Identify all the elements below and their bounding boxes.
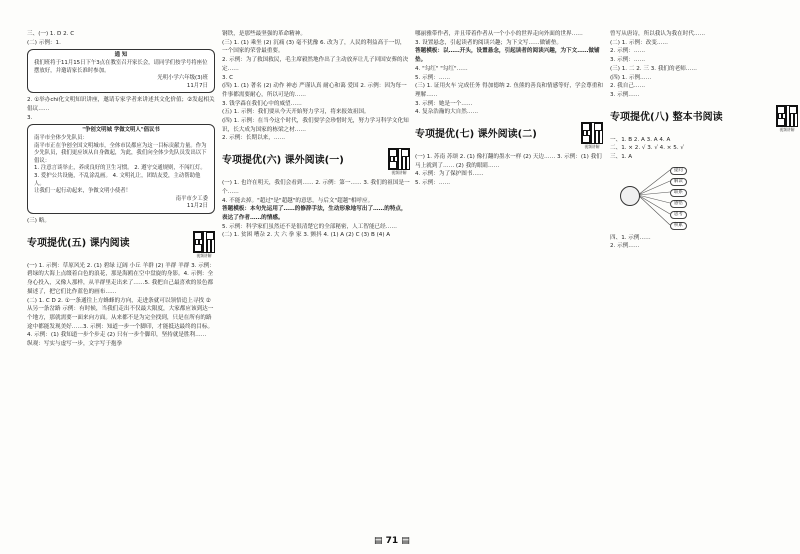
answer-paragraph: 2. 示例：为了救国救民，毛主席毅然地作出了主动放弃让儿子回国安葬的决定…… [222,57,409,72]
answer-line: (二) 示例：1. [27,39,61,46]
qr-icon [193,231,215,253]
proposal-sign: 南平市少工委 [175,195,208,202]
answer-paragraph: 4. 不能去掉。"超过"是"超越"的意思，与后文"超越"相呼应。 [222,197,374,204]
column-2 [222,30,410,540]
answer-paragraph: 哪丽雅带作者，并且带着作者从一个小小的世界走向外面的世界…… [415,31,583,37]
answer-paragraph: (二) 1. C D 2. ①一条通往上方蜂蜂的方向，走进条就可以领悟追上寻找 ②从另一条岔路 示例：有时候，当我们走出不仅最大限度，大家都应该到达一个地方，那就需要一面来向方面。从来都不是为完全找到，只是在所有的路途中都能发现美好……3. 示例：知道一步一个脚印，才能抵达最终的目标。4. 示例：(1) 我知道一步个步走 (2) 只有一步个脚印，坚持就是胜利…… [27,297,214,339]
section-header [27,231,215,258]
qr-caption: 视频讲解 [779,126,795,132]
section-title: 专项提优(七) 课外阅读(二) [415,129,537,141]
answer-paragraph: 5. 示例：科学家们虽然还不是很清楚它的全部秘密，人工智能已经…… [222,223,397,230]
answer-line: 2. ①举办chi化文明知识讲座，邀请专家学者来讲述其文化价值；②发起相关倡议…… [27,97,215,113]
answer-paragraph: 纵观：写实与虚写一步，文字写于抱拳 [27,341,123,348]
proposal-body: 南平市正在争创全国文明城市，全体市民都应为这一目标贡献力量。作为少先队员，我们更应该从自身做起，为此，我们向全体少先队员发出以下倡议： [34,142,207,164]
answer-paragraph: 2. 我自己…… [610,83,646,90]
mind-map-node: 积累 [670,222,687,230]
section-title: 专项提优(五) 课内阅读 [27,237,130,249]
notice-box [27,49,215,93]
mind-map [610,164,798,232]
answer-paragraph: 3. 设置悬念，引起读者的阅读兴趣；为下文写……做铺垫。 [415,39,562,46]
answer-template: 答题模板：本句先运用了……的修辞手法，生动形象地写出了……的特点，表达了作者……的情感。 [222,206,407,221]
section-header [610,105,798,132]
answer-paragraph: 3. 示例…… [610,91,640,98]
answer-paragraph: 3. 示例：…… [610,57,646,64]
answer-paragraph: 钢铁，是那些最坚强的革命精神。 [222,31,306,37]
proposal-end: 让我们一起行动起来，争做文明小使者！ [34,188,132,195]
answer-paragraph: 3. 钱学森在我们心中的威望…… [222,100,302,107]
qr-icon [776,105,798,127]
proposal-items: 1. 注意言谈举止，养成良好的卫生习惯。 2. 遵守交通规则，不闯红灯。 3. 爱护公共设施，不乱涂乱画。 4. 文明礼让，团结友爱，主动帮助他人。 [34,165,206,187]
notice-body: 我们班将于11月15日下午3点在教室召开家长会，请同学们按学号将座位摆放好，并邀请家长准时参加。 [34,60,208,74]
page-number-value: 71 [385,536,399,546]
answer-paragraph: 3. 示例：她是一个…… [415,100,473,107]
mind-map-center-icon [620,186,640,206]
answer-line: 三、(一) 1. D 2. C [27,31,75,37]
answer-line: (三) 略。 [27,218,50,225]
mind-map-node: 感悟 [670,200,687,208]
mind-map-node: 思考 [670,211,687,219]
proposal-greeting: 南平市全体少先队员： [34,135,88,142]
answer-paragraph: (一) 1. 苏南 苏颂 2. (1) 像打翻的墨水一样 (2) 天边…… 3. 示例：(1) 我们马上就到了…… (2) 我的眼睛…… [415,154,602,169]
answer-line: 二、1. × 2. √ 3. √ 4. × 5. √ [610,145,684,152]
qr-icon [388,148,410,170]
answer-paragraph: (二) 1. 示例：改变…… [610,39,669,46]
column-3 [415,30,603,540]
qr-code[interactable] [581,122,603,149]
section-header [222,148,410,175]
qr-caption: 视频讲解 [391,170,407,176]
answer-paragraph: 2. 示例：长期以来，…… [222,135,286,142]
answer-paragraph: 2. 示例…… [610,243,640,250]
qr-caption: 视频讲解 [584,144,600,150]
answer-paragraph: (一) 1. 示例：草原风光 2. (1) 碧绿 辽阔 小丘 羊群 (2) 羊群 羊群 3. 示例：碧绿的大海上点缀着白色的浪花，那是海鸥在空中盘旋的身影。4. 示例：全身心投入，又像人那样，从羊群里走出来了……5. 我把自己最喜欢的景色都描述了，把它们比作蓝色的画布…… [27,262,215,295]
section-title: 专项提优(八) 整本书阅读 [610,111,723,123]
mind-map-node: 联系 [670,189,687,197]
column-4 [610,30,798,540]
qr-code[interactable] [388,148,410,175]
answer-paragraph: (二) 1. 贫困 嘈杂 2. 大 六 拳 家 3. 颤抖 4. (1) A (2) C (3) B (4) A [222,232,391,239]
proposal-title: "争创文明城 学做文明人"倡议书 [82,127,160,134]
answer-paragraph: 3. C [222,74,234,81]
answer-paragraph: 四、1. 示例…… [610,234,651,241]
mind-map-node: 提问 [670,167,687,175]
notice-title: 通 知 [114,52,128,59]
answer-paragraph: 4. "勾红" "勾红"…… [415,65,468,72]
section-title: 专项提优(六) 课外阅读(一) [222,155,344,167]
mind-map-node: 解读 [670,178,687,186]
answer-paragraph: 4. 示例：为了保护图书…… [415,171,484,178]
page-number: ▤ 71 ▤ [374,536,410,546]
qr-icon [581,122,603,144]
proposal-date: 11月2日 [186,203,208,210]
qr-caption: 视频讲解 [196,252,212,258]
answer-paragraph: 曾写从唐诗，所以我认为我在时代…… [610,31,706,37]
answer-paragraph: (三) 1. 证用火车 完成任务 得加德纳 2. 鱼熊的善良和情感等好，学会尊重和理解…… [415,83,603,98]
answer-paragraph: (三) 1. 二 2. 三 3. 我们的老师…… [610,65,697,72]
qr-code[interactable] [193,231,215,258]
qr-code[interactable] [776,105,798,132]
answer-paragraph: (一) 1. 也许在明天，我们会看到…… 2. 示例：第一…… 3. 我们的祖国是一个…… [222,180,410,195]
answer-paragraph: 4. 复杂浩瀚的大自然…… [415,109,479,116]
section-header [415,122,603,149]
answer-paragraph: 5. 示例：…… [415,74,451,81]
answer-line: 3. [27,114,33,121]
notice-date: 11月7日 [186,82,208,89]
proposal-box [27,124,215,214]
answer-paragraph: (四) 1. 示例：在当今这个时代，我们要学会珍惜时光，努力学习科学文化知识，长大成为国家的栋梁之材…… [222,118,409,133]
answer-paragraph: (四) 1. (1) 著名 (2) 动作 神态 严谨认真 耐心和蔼 爱国 2. 示例：因为每一件事都需要耐心，所以可是的…… [222,83,407,98]
answer-paragraph: (四) 1. 示例…… [610,74,652,81]
answer-template: 答题模板：以……开头，设置悬念，引起读者的阅读兴趣，为下文……做铺垫。 [415,48,600,64]
answer-paragraph: 5. 示例：…… [415,180,451,187]
answer-line: 三、1. A [610,154,633,161]
notice-sign: 光明小学六年级(3)班 [157,75,208,82]
answer-paragraph: (五) 1. 示例：我们要从今天开始努力学习，将来报效祖国。 [222,109,370,116]
answer-line: 一、1. B 2. A 3. A 4. A [610,136,671,143]
answer-paragraph: 2. 示例：…… [610,48,646,55]
answer-paragraph: (三) 1. (1) 乘坐 (2) 沉痛 (3) 毫不犹豫 6. 改为了，人民的利益高于一切，一个国家的荣誉最重要。 [222,39,406,55]
column-1 [27,30,215,540]
